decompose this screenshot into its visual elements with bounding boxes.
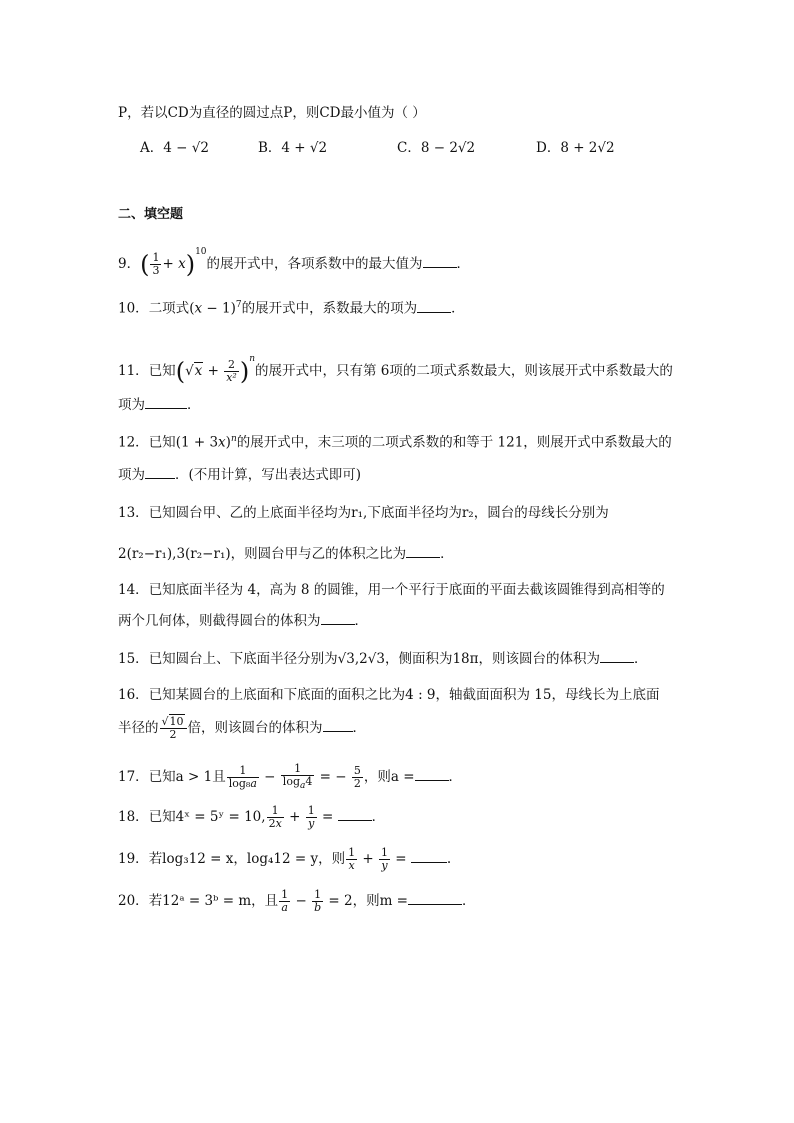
section-title: 二、填空题 [118, 207, 184, 222]
question-11: 11．已知(√x + $\frac{2}{\text{x²}}$ )$^n$的展开式中，只有第 6项的二项式系数最大，则该展开式中系数最大的 [118, 354, 673, 386]
question-11-line2: 项为 ． [118, 397, 201, 413]
question-19: 19．若log₃12 = x，log₄12 = y，则 $\frac{1}{x}$ + $\frac{1}{y}$ = . [118, 846, 452, 872]
question-13-line2: 2(r₂−r₁),3(r₂−r₁)，则圆台甲与乙的体积之比为 ． [118, 546, 454, 562]
question-14-line2: 两个几何体，则截得圆台的体积为 ． [118, 613, 368, 629]
question-10: 10．二项式$(x - 1)^7$的展开式中，系数最大的项为 ． [118, 300, 465, 317]
question-16-line2: 半径的 $\frac{√10}{2}$ 倍，则该圆台的体积为 ． [118, 715, 367, 741]
option-d: D．8 + 2√2 [536, 140, 615, 156]
option-c: C．8 − 2√2 [397, 140, 476, 156]
question-20: 20．若12ᵃ = 3ᵇ = m，且 $\frac{1}{a}$ − $\frac{1}{b}$ = 2，则m = ． [118, 888, 476, 914]
question-17: 17．已知a > 1且 $\frac{1}{\text{log₈a}}$ − $\frac{1}{\log_a4}$ = − $\frac{5}{2}$ ，则a = ． [118, 762, 463, 792]
question-15: 15．已知圆台上、下底面半径分别为√3,2√3，侧面积为18π，则该圆台的体积为 ． [118, 651, 648, 667]
q8-tail: P，若以CD为直径的圆过点P，则CD最小值为（ ） [118, 105, 426, 121]
question-12-line2: 项为 ．(不用计算，写出表达式即可) [118, 467, 362, 483]
question-13: 13．已知圆台甲、乙的上底面半径均为r₁,下底面半径均为r₂，圆台的母线长分别为 [118, 505, 609, 521]
question-14: 14．已知底面半径为 4，高为 8 的圆锥，用一个平行于底面的平面去截该圆锥得到高相等的 [118, 582, 665, 598]
question-9: 9．( $\frac{1}{3}$ + x)$^{10}$的展开式中，各项系数中的最大值为 ． [118, 247, 471, 279]
question-12: 12．已知$(1 + 3x)^n$的展开式中，末三项的二项式系数的和等于 121，则展开式中系数最大的 [118, 434, 672, 451]
question-18: 18．已知4ˣ = 5ʸ = 10, $\frac{1}{2x}$ + $\frac{1}{y}$ = ． [118, 804, 386, 830]
option-b: B．4 + √2 [258, 140, 328, 156]
question-16: 16．已知某圆台的上底面和下底面的面积之比为4 : 9，轴截面面积为 15，母线长为上底面 [118, 687, 660, 703]
option-a: A．4 − √2 [140, 140, 209, 156]
